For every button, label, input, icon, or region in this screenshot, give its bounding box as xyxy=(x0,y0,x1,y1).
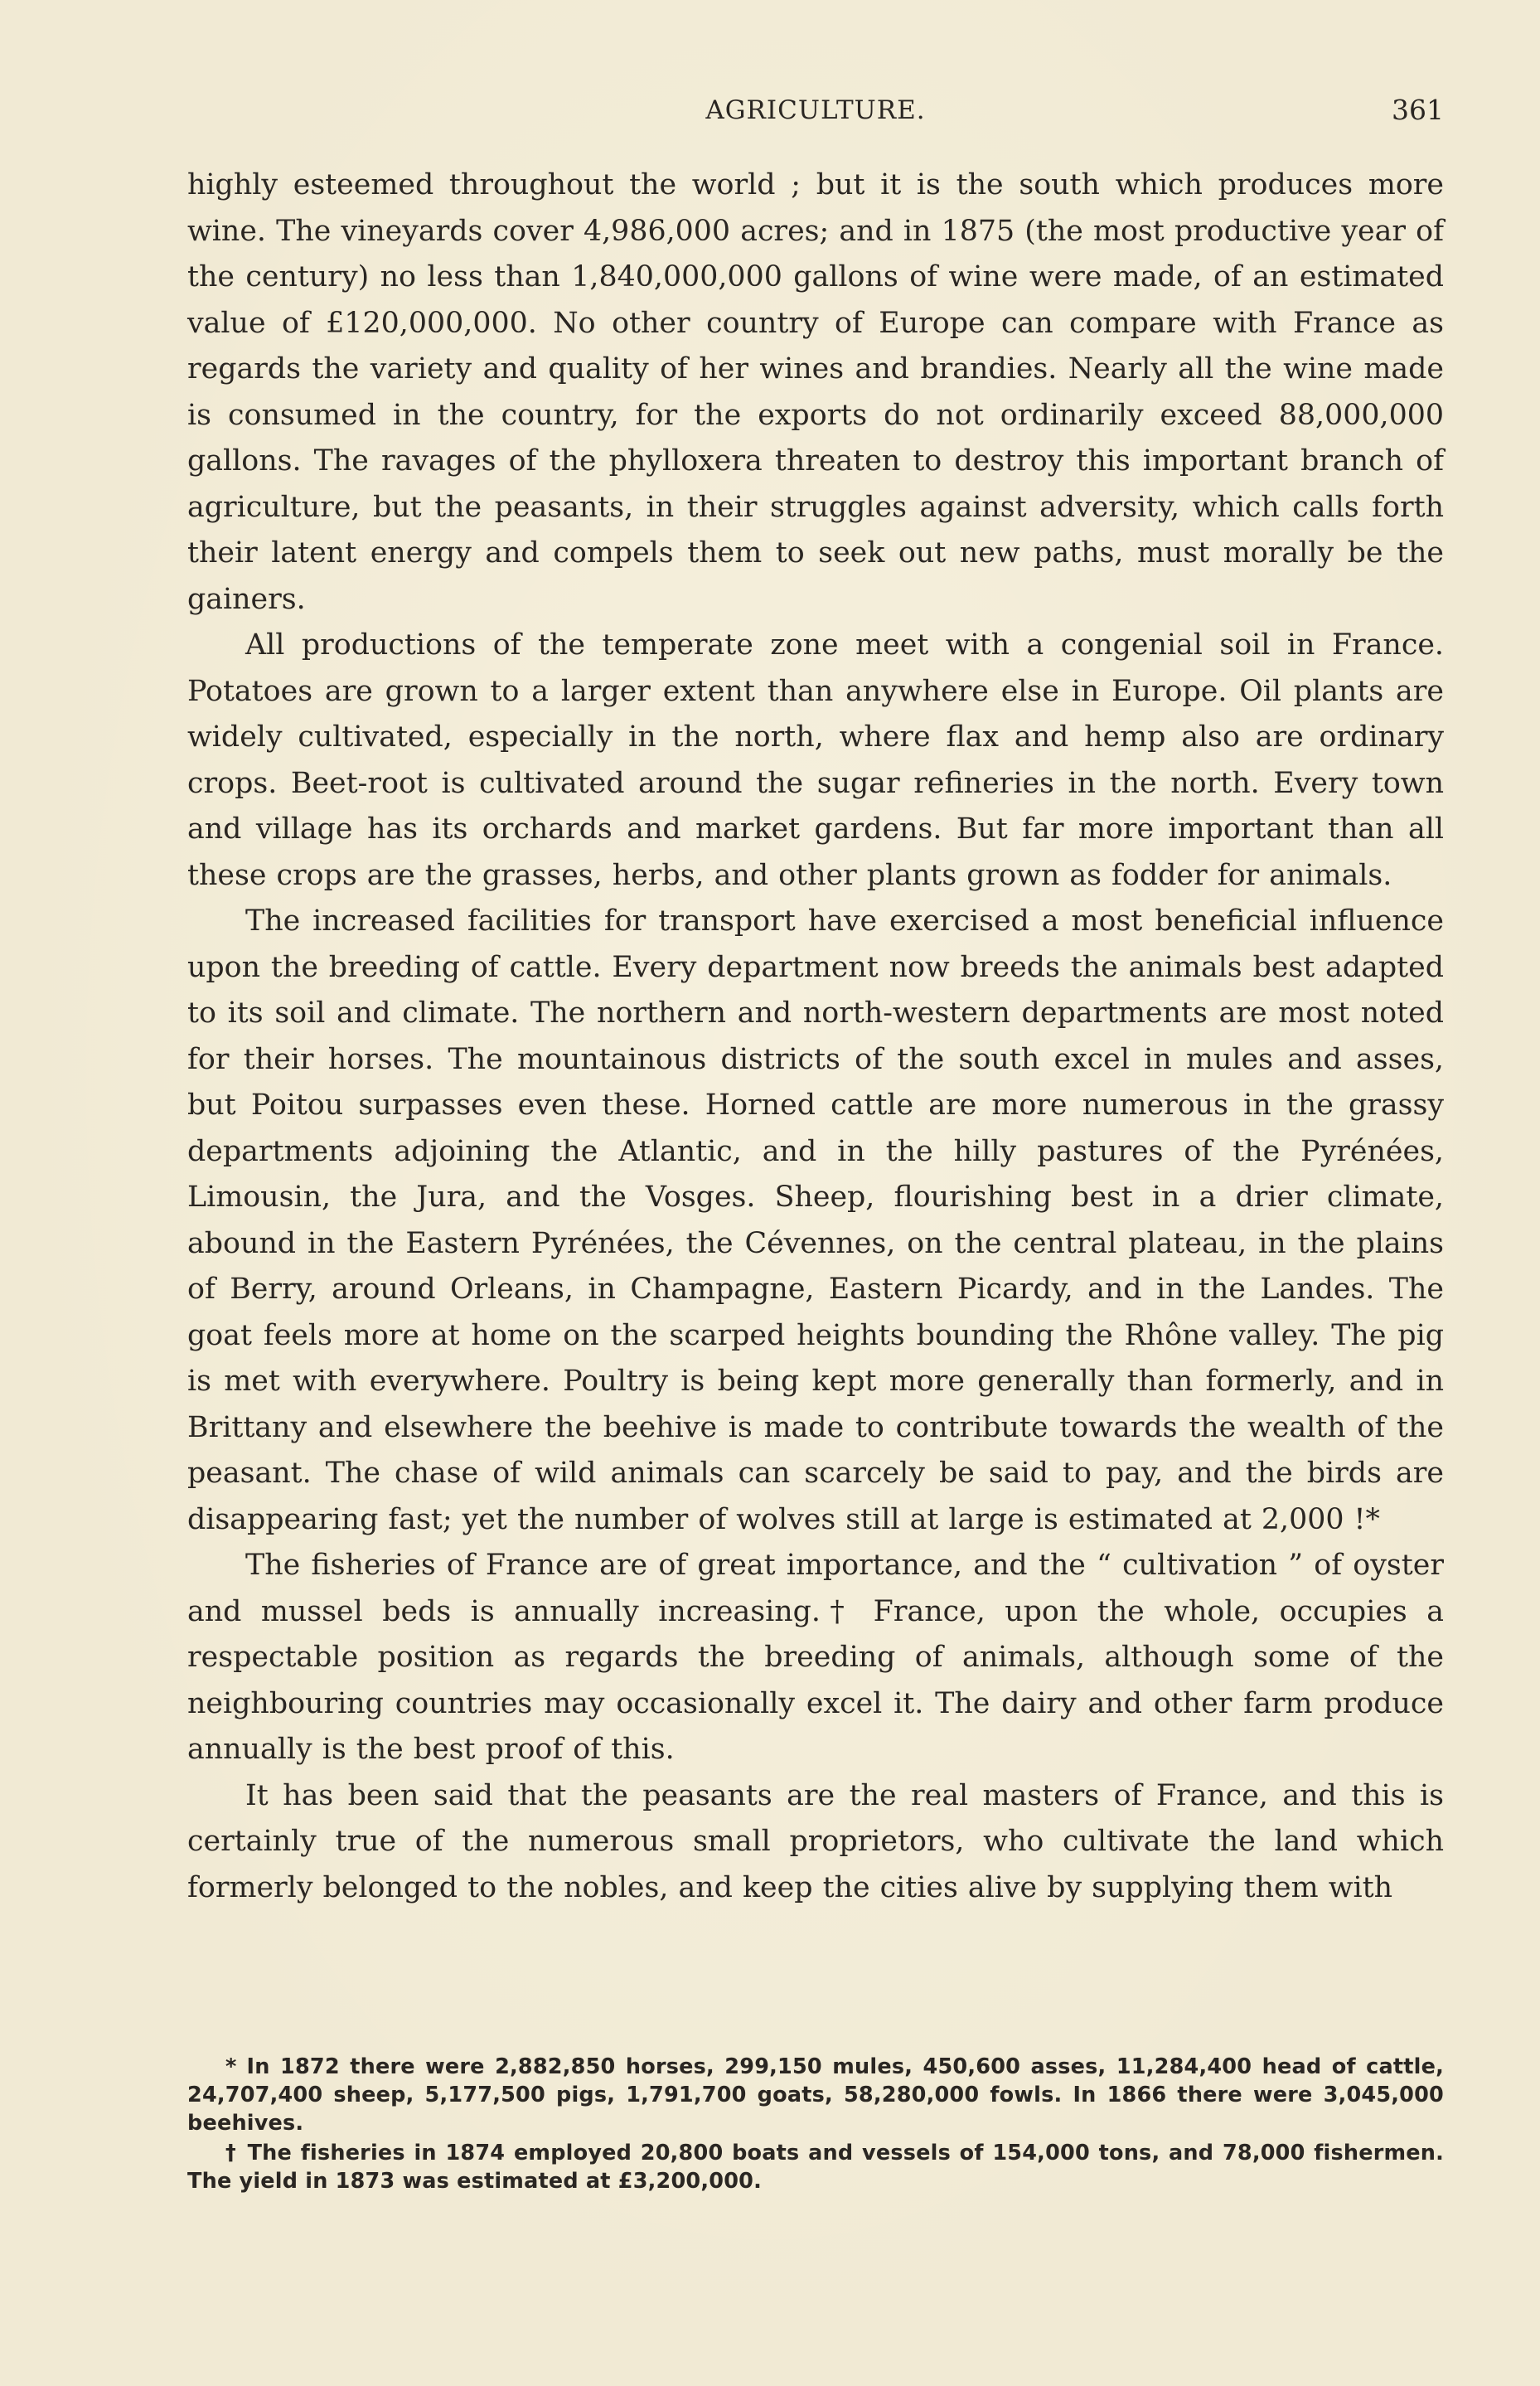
footnote-text: In 1872 there were 2,882,850 horses, 299,150 mules, 450,600 asses, 11,284,400 head of cattle, 24,707,400 sheep, 5,177,500 pigs, 1,791,700 goats, 58,280,000 fowls. In 1866 there were 3,045,000 beehives. xyxy=(187,2054,1444,2136)
footnote-mark: † xyxy=(225,2141,238,2165)
footnote-livestock xyxy=(187,2053,1444,2137)
footnotes xyxy=(187,2053,1444,2197)
footnote-fisheries xyxy=(187,2139,1444,2195)
running-title: AGRICULTURE. xyxy=(705,95,926,125)
footnote-text: The fisheries in 1874 employed 20,800 boats and vessels of 154,000 tons, and 78,000 fishermen. The yield in 1873 was estimated at £3,200,000. xyxy=(187,2141,1444,2194)
paragraph-fisheries: The fisheries of France are of great importance, and the “ cultivation ” of oyster and mussel beds is annually increasing.† France, upon the whole, occupies a respectable position as regards the breeding of animals, although some of the neighbouring countries may occasionally excel it. The dairy and other farm produce annually is the best proof of this. xyxy=(187,1549,1444,1766)
page-number: 361 xyxy=(1392,94,1444,126)
paragraph-peasants: It has been said that the peasants are the real masters of France, and this is certainly true of the numerous small proprietors, who cultivate the land which formerly belonged to the nobles, and keep the cities alive by supplying them with xyxy=(187,1778,1444,1904)
paragraph-productions: All productions of the temperate zone meet with a congenial soil in France. Potatoes are grown to a larger extent than anywhere else in Europe. Oil plants are widely cultivated, especially in the north, where flax and hemp also are ordinary crops. Beet-root is cultivated around the sugar refineries in the north. Every town and village has its orchards and market gardens. But far more important than all these crops are the grasses, herbs, and other plants grown as fodder for animals. xyxy=(187,628,1444,892)
paragraph-cattle-breeding: The increased facilities for transport have exercised a most beneficial influence upon the breeding of cattle. Every department now breeds the animals best adapted to its soil and climate. The northern and north-western departments are most noted for their horses. The mountainous districts of the south excel in mules and asses, but Poitou surpasses even these. Horned cattle are more numerous in the grassy departments adjoining the Atlantic, and in the hilly pastures of the Pyrénées, Limousin, the Jura, and the Vosges. Sheep, flourishing best in a drier climate, abound in the Eastern Pyrénées, the Cévennes, on the central plateau, in the plains of Berry, around Orleans, in Champagne, Eastern Picardy, and in the Landes. The goat feels more at home on the scarped heights bounding the Rhône valley. The pig is met with everywhere. Poultry is being kept more generally than formerly, and in Brittany and elsewhere the beehive is made to contribute towards the wealth of the peasant. The chase of wild animals can scarcely be said to pay, and the birds are disappearing fast; yet the number of wolves still at large is estimated at 2,000 !* xyxy=(187,904,1444,1536)
body-text xyxy=(187,162,1444,1911)
paragraph-wine: highly esteemed throughout the world ; but it is the south which produces more wine. The vineyards cover 4,986,000 acres; and in 1875 (the most productive year of the century) no less than 1,840,000,000 gallons of wine were made, of an estimated value of £120,000,000. No other country of Europe can compare with France as regards the variety and quality of her wines and brandies. Nearly all the wine made is consumed in the country, for the exports do not ordinarily exceed 88,000,000 gallons. The ravages of the phylloxera threaten to destroy this important branch of agriculture, but the peasants, in their struggles against adversity, which calls forth their latent energy and compels them to seek out new paths, must morally be the gainers. xyxy=(187,168,1444,616)
footnote-mark: * xyxy=(225,2054,237,2079)
page-header xyxy=(187,90,1444,131)
